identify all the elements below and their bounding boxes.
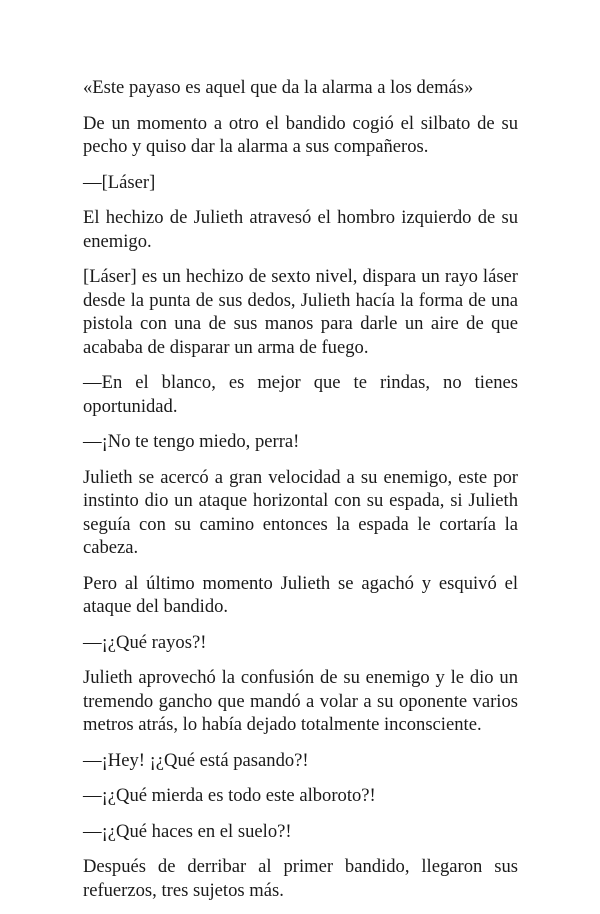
paragraph-12: —¡Hey! ¡¿Qué está pasando?! [83, 749, 309, 771]
paragraph-1: «Este payaso es aquel que da la alarma a los demás» [83, 77, 474, 98]
document-page [83, 76, 518, 914]
paragraph-15: Después de derribar al primer bandido, llegaron sus refuerzos, tres sujetos más. [83, 856, 518, 901]
paragraph-8: Julieth se acercó a gran velocidad a su enemigo, este por instinto dio un ataque horizontal con su espada, si Julieth seguía con su camino entonces la espada le cortaría la cabeza. [83, 466, 518, 558]
paragraph-2: De un momento a otro el bandido cogió el silbato de su pecho y quiso dar la alarma a sus compañeros. [83, 112, 518, 157]
paragraph-4: El hechizo de Julieth atravesó el hombro izquierdo de su enemigo. [83, 207, 518, 252]
paragraph-5: [Láser] es un hechizo de sexto nivel, dispara un rayo láser desde la punta de sus dedos, Julieth hacía la forma de una pistola con una de sus manos para darle un aire de que acababa de disparar un arma de fuego. [83, 266, 518, 358]
paragraph-14: —¡¿Qué haces en el suelo?! [83, 820, 292, 842]
paragraph-7: —¡No te tengo miedo, perra! [83, 431, 300, 452]
paragraph-3: —[Láser] [83, 171, 156, 193]
paragraph-10: —¡¿Qué rayos?! [83, 631, 207, 653]
paragraph-11: Julieth aprovechó la confusión de su enemigo y le dio un tremendo gancho que mandó a volar a su oponente varios metros atrás, lo había dejado totalmente inconsciente. [83, 667, 518, 735]
paragraph-9: Pero al último momento Julieth se agachó y esquivó el ataque del bandido. [83, 572, 518, 617]
paragraph-13: —¡¿Qué mierda es todo este alboroto?! [83, 785, 376, 806]
paragraph-6: —En el blanco, es mejor que te rindas, no tienes oportunidad. [83, 372, 518, 417]
